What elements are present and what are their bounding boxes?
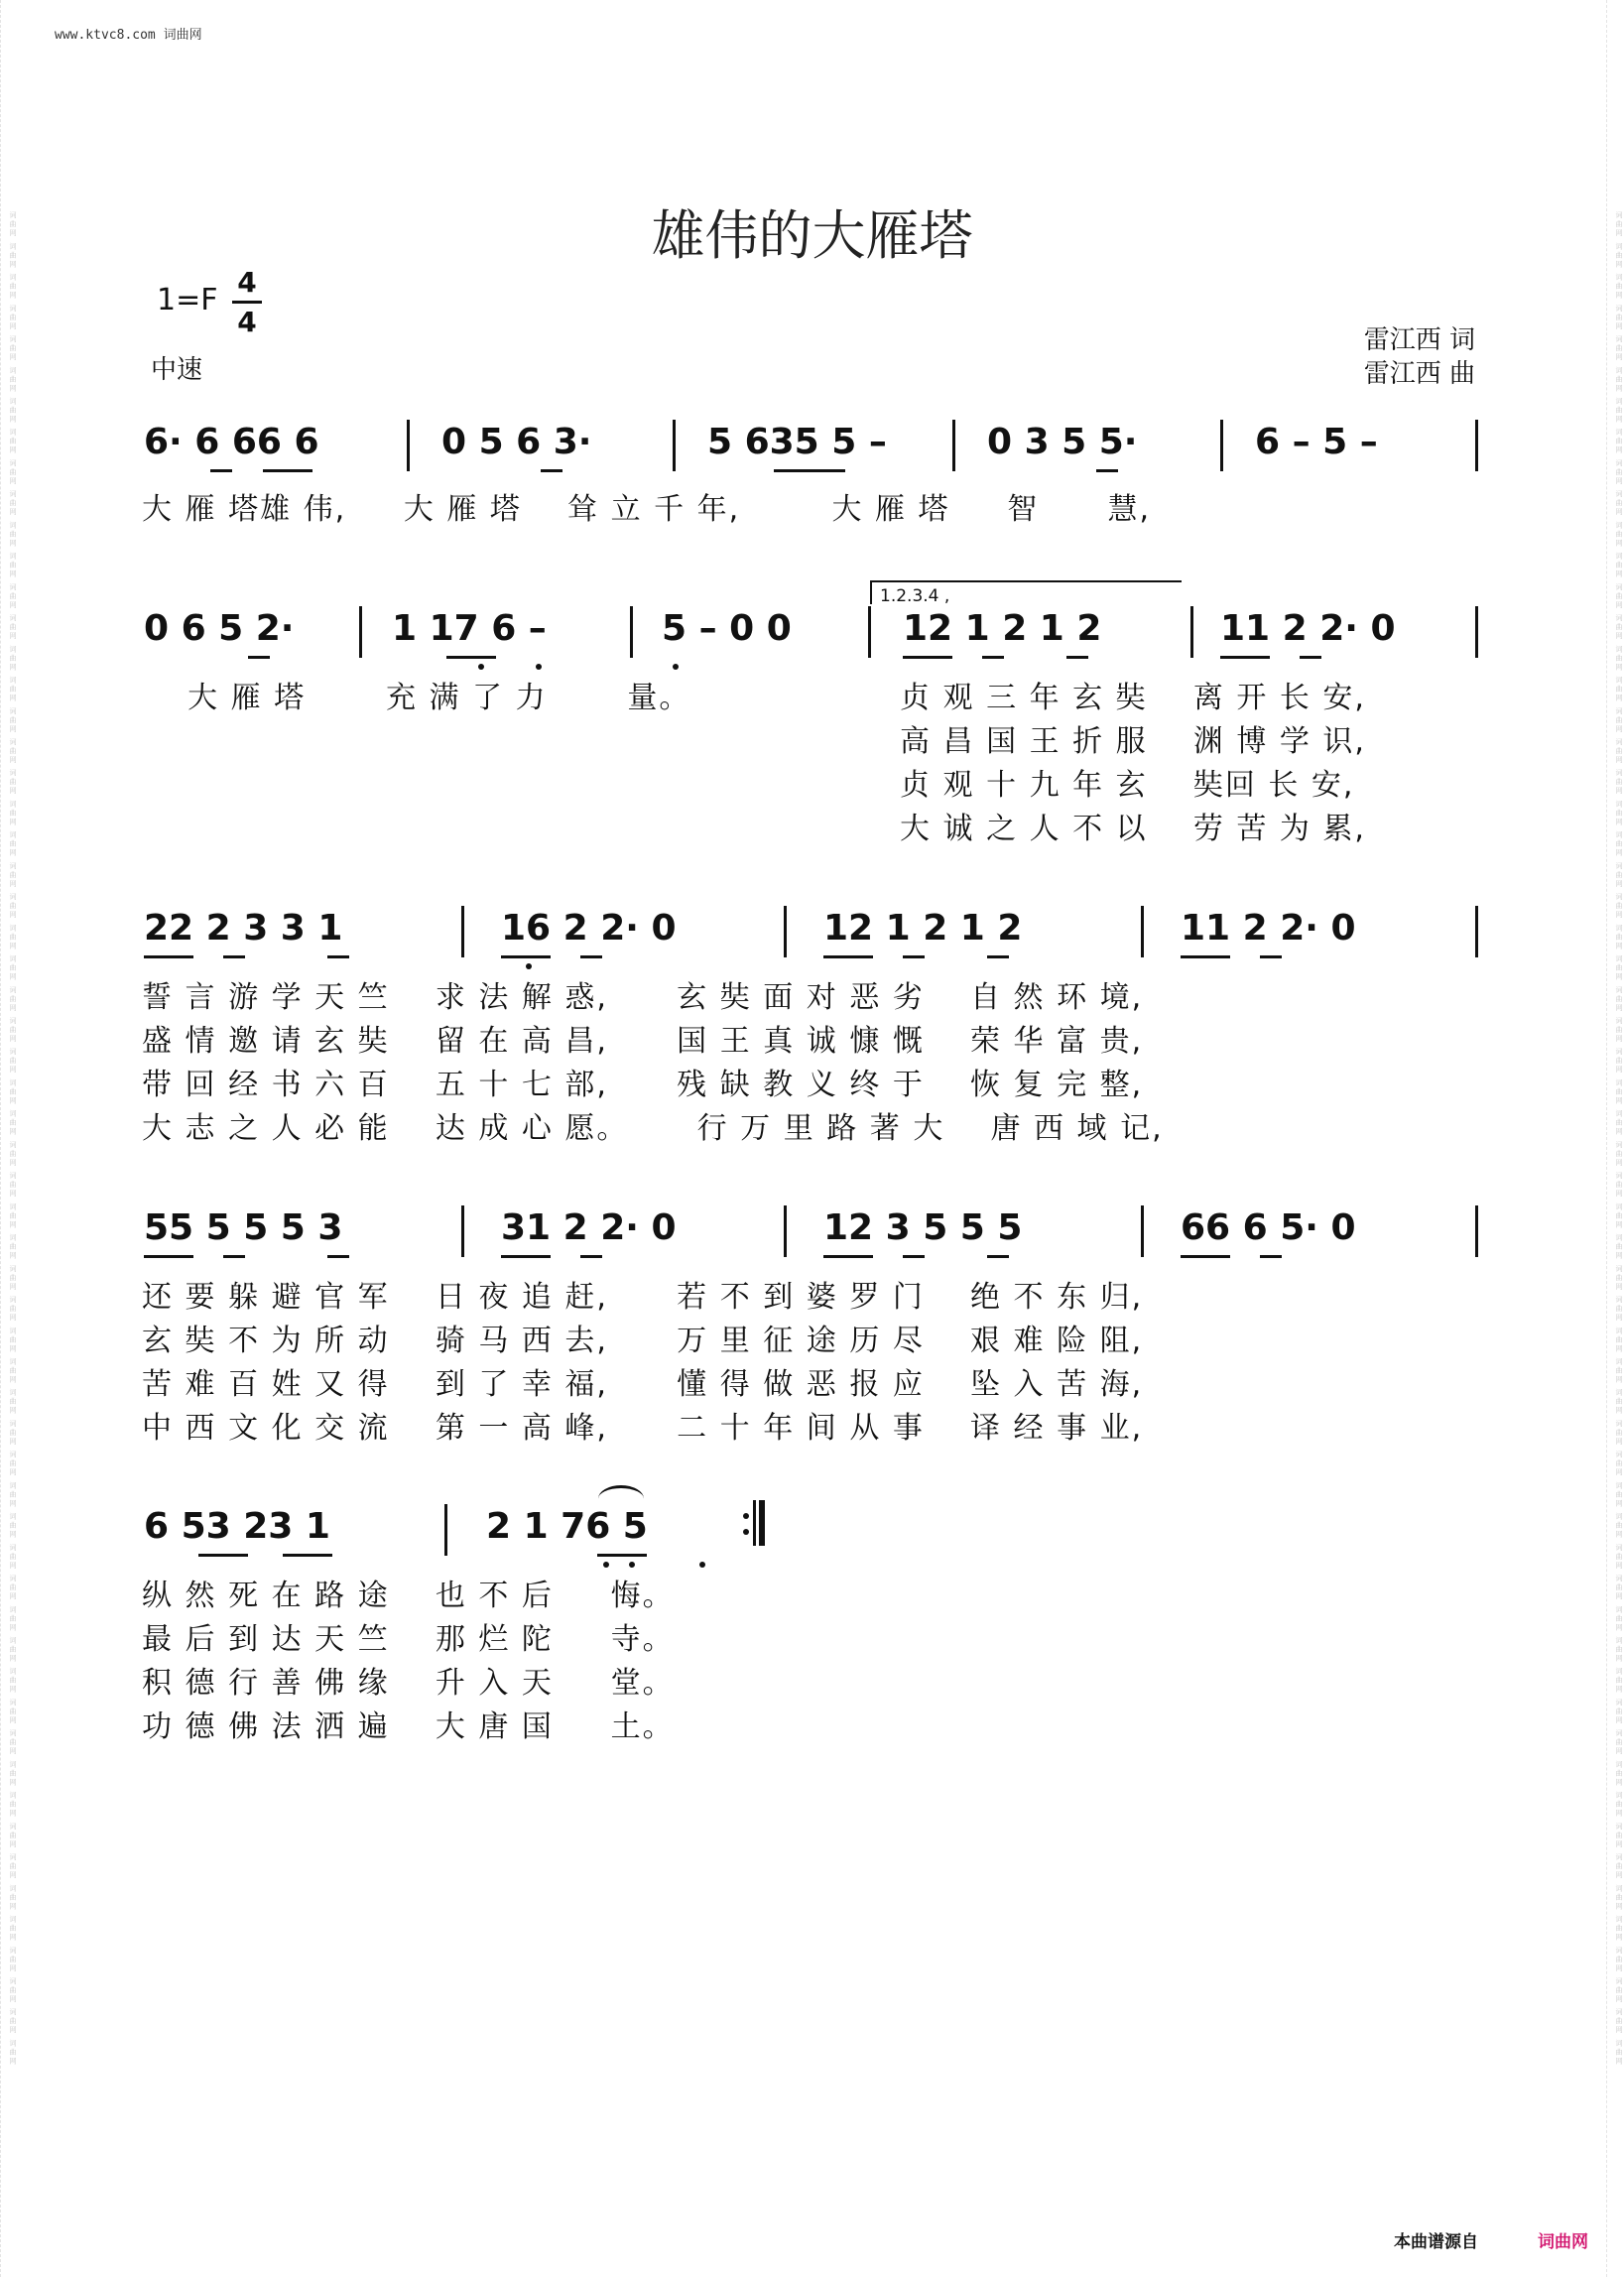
underline (987, 955, 1009, 958)
measure: 6 – 5 – (1255, 422, 1378, 462)
lower-octave-dot (699, 1562, 705, 1568)
underline (223, 955, 245, 958)
underline (327, 955, 349, 958)
measure: 6· 6 66 6 (144, 422, 319, 462)
lyric-line: 苦 难 百 姓 又 得 到 了 幸 福, 懂 得 做 恶 报 应 坠 入 苦 海, (142, 1367, 1144, 1402)
underline (1220, 656, 1270, 659)
underline (597, 1554, 647, 1557)
composer-credit: 雷江西 曲 (1363, 359, 1475, 389)
underline (210, 469, 232, 472)
measure: 16 2 2· 0 (501, 908, 677, 949)
lower-octave-dot (673, 664, 679, 670)
lyric-line: 盛 情 邀 请 玄 奘 留 在 高 昌, 国 王 真 诚 慷 慨 荣 华 富 贵, (142, 1024, 1144, 1059)
measure: 12 3 5 5 5 (823, 1207, 1023, 1248)
underline (903, 955, 925, 958)
lyric-line: 大 雁 塔 充 满 了 力 量。 (142, 681, 691, 715)
barline (1475, 606, 1478, 658)
underline (327, 1255, 349, 1258)
lyric-line: 大 雁 塔雄 伟, 大 雁 塔 耸 立 千 年, 大 雁 塔 智 慧, (142, 492, 1151, 527)
measure: 1 17 6 – (392, 608, 547, 649)
lyric-line: 大 诚 之 人 不 以 劳 苦 为 累, (900, 812, 1366, 846)
barline (673, 420, 676, 471)
lower-octave-dot (603, 1562, 609, 1568)
underline (903, 656, 952, 659)
lyric-line: 大 志 之 人 必 能 达 成 心 愿。 行 万 里 路 著 大 唐 西 域 记, (142, 1111, 1164, 1146)
lower-octave-dot (526, 963, 532, 969)
underline (248, 656, 270, 659)
underline (823, 955, 873, 958)
measure: 0 5 6 3· (441, 422, 592, 462)
underline (283, 1554, 332, 1557)
staff-row-2 (139, 608, 1498, 658)
lyric-line: 最 后 到 达 天 竺 那 烂 陀 寺。 (142, 1622, 675, 1657)
time-signature-top: 4 (237, 266, 257, 299)
measure: 5 – 0 0 (662, 608, 792, 649)
repeat-end-barline (742, 1498, 766, 1550)
measure: 12 1 2 1 2 (903, 608, 1102, 649)
barline (1475, 420, 1478, 471)
underline (1260, 1255, 1282, 1258)
volta-bracket (870, 580, 1182, 604)
lyric-line: 贞 观 十 九 年 玄 奘回 长 安, (900, 768, 1355, 803)
barline (359, 606, 362, 658)
measure: 66 6 5· 0 (1181, 1207, 1356, 1248)
measure: 6 53 23 1 (144, 1506, 330, 1547)
underline (446, 656, 496, 659)
barline (1475, 906, 1478, 957)
barline (784, 1205, 787, 1257)
lyric-line: 高 昌 国 王 折 服 渊 博 学 识, (900, 724, 1366, 759)
measure: 5 635 5 – (707, 422, 887, 462)
lyric-line: 功 德 佛 法 洒 遍 大 唐 国 土。 (142, 1709, 675, 1744)
underline (501, 1255, 551, 1258)
lyric-line: 誓 言 游 学 天 竺 求 法 解 惑, 玄 奘 面 对 恶 劣 自 然 环 境, (142, 980, 1144, 1015)
underline (223, 1255, 245, 1258)
barline (952, 420, 955, 471)
tempo-marking: 中速 (151, 355, 203, 385)
underline (1066, 656, 1088, 659)
underline (774, 469, 845, 472)
underline (144, 955, 193, 958)
measure: 31 2 2· 0 (501, 1207, 677, 1248)
time-signature (232, 266, 262, 338)
barline (461, 1205, 464, 1257)
lyricist-credit: 雷江西 词 (1363, 325, 1475, 355)
footer-source: 本曲谱源自 (1394, 2232, 1478, 2252)
lower-octave-dot (629, 1562, 635, 1568)
barline (444, 1504, 447, 1556)
key-signature: 1=F (157, 283, 218, 317)
underline (1096, 469, 1118, 472)
measure: 0 3 5 5· (987, 422, 1138, 462)
measure: 0 6 5 2· (144, 608, 295, 649)
lower-octave-dot (536, 664, 542, 670)
lyric-line: 中 西 文 化 交 流 第 一 高 峰, 二 十 年 间 从 事 译 经 事 业, (142, 1411, 1144, 1446)
underline (1260, 955, 1282, 958)
barline (868, 606, 871, 658)
barline (784, 906, 787, 957)
lyric-line: 玄 奘 不 为 所 动 骑 马 西 去, 万 里 征 途 历 尽 艰 难 险 阻, (142, 1324, 1144, 1358)
lyric-line: 纵 然 死 在 路 途 也 不 后 悔。 (142, 1579, 675, 1613)
barline (1220, 420, 1223, 471)
lower-octave-dot (478, 664, 484, 670)
barline (1141, 906, 1144, 957)
footer-brand-logo[interactable]: 词曲网 (1538, 2232, 1588, 2252)
measure: 11 2 2· 0 (1181, 908, 1356, 949)
lyric-line: 还 要 躲 避 官 军 日 夜 追 赶, 若 不 到 婆 罗 门 绝 不 东 归, (142, 1280, 1144, 1315)
underline (580, 955, 602, 958)
underline (263, 469, 312, 472)
barline (1141, 1205, 1144, 1257)
barline (1190, 606, 1193, 658)
underline (580, 1255, 602, 1258)
underline (1181, 1255, 1230, 1258)
measure: 22 2 3 3 1 (144, 908, 343, 949)
measure: 12 1 2 1 2 (823, 908, 1023, 949)
underline (823, 1255, 873, 1258)
site-url[interactable]: www.ktvc8.com 词曲网 (55, 28, 202, 43)
underline (1300, 656, 1321, 659)
barline (407, 420, 410, 471)
underline (541, 469, 562, 472)
barline (630, 606, 633, 658)
staff-row-1 (139, 422, 1498, 471)
time-signature-bottom: 4 (237, 306, 257, 338)
underline (903, 1255, 925, 1258)
lyric-line: 带 回 经 书 六 百 五 十 七 部, 残 缺 教 义 终 于 恢 复 完 整, (142, 1068, 1144, 1102)
page-title: 雄伟的大雁塔 (651, 204, 973, 267)
time-signature-bar (232, 301, 262, 304)
measure: 55 5 5 5 3 (144, 1207, 343, 1248)
watermark-strip-left: 词曲网 词曲网 词曲网 词曲网 词曲网 词曲网 词曲网 词曲网 词曲网 词曲网 词曲网 词曲网 词曲网 词曲网 词曲网 词曲网 词曲网 词曲网 词曲网 词曲网 词曲网 词曲网 词曲网 词曲网 词曲网 词曲网 词曲网 词曲网 词曲网 词曲网 词曲网 词曲网 词曲网 词曲网 词曲网 词曲网 词曲网 词曲网 词曲网 词曲网 词曲网 词曲网 词曲网 词曲网 词曲网 词曲网 词曲网 词曲网 词曲网 词曲网 词曲网 词曲网 词曲网 词曲网 词曲网 词曲网 词曲网 词曲网 词曲网 词曲网 (0, 0, 19, 2277)
lyric-line: 贞 观 三 年 玄 奘 离 开 长 安, (900, 681, 1366, 715)
underline (144, 1255, 193, 1258)
staff-row-5 (139, 1506, 1498, 1556)
underline (1181, 955, 1230, 958)
measure: 2 1 76 5 (486, 1506, 648, 1547)
staff-row-3 (139, 908, 1498, 957)
barline (1475, 1205, 1478, 1257)
measure: 11 2 2· 0 (1220, 608, 1396, 649)
barline (461, 906, 464, 957)
lyric-line: 积 德 行 善 佛 缘 升 入 天 堂。 (142, 1666, 675, 1701)
staff-row-4 (139, 1207, 1498, 1257)
underline (982, 656, 1004, 659)
volta-label: 1.2.3.4 , (880, 586, 950, 606)
watermark-strip-right: 词曲网 词曲网 词曲网 词曲网 词曲网 词曲网 词曲网 词曲网 词曲网 词曲网 词曲网 词曲网 词曲网 词曲网 词曲网 词曲网 词曲网 词曲网 词曲网 词曲网 词曲网 词曲网 词曲网 词曲网 词曲网 词曲网 词曲网 词曲网 词曲网 词曲网 词曲网 词曲网 词曲网 词曲网 词曲网 词曲网 词曲网 词曲网 词曲网 词曲网 词曲网 词曲网 词曲网 词曲网 词曲网 词曲网 词曲网 词曲网 词曲网 词曲网 词曲网 词曲网 词曲网 词曲网 词曲网 词曲网 词曲网 词曲网 词曲网 词曲网 (1606, 0, 1624, 2277)
underline (501, 955, 551, 958)
underline (987, 1255, 1009, 1258)
underline (198, 1554, 248, 1557)
